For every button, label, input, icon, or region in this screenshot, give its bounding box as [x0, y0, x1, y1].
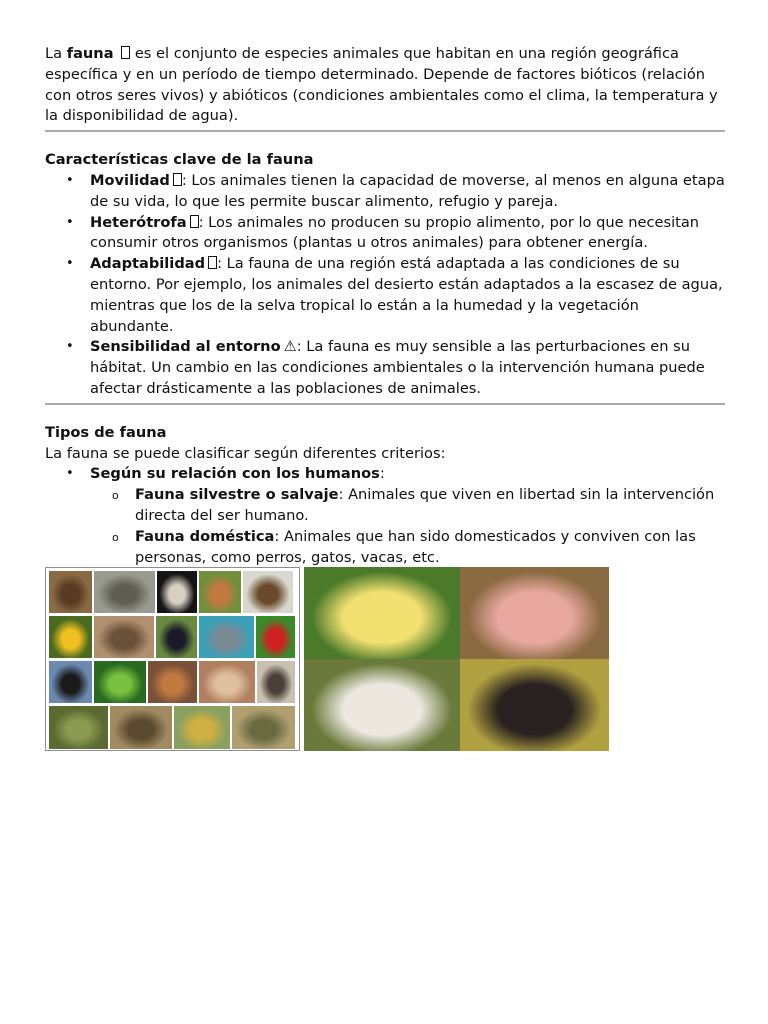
list-item: [90, 213, 725, 255]
list-item: [90, 337, 725, 399]
list-item: [90, 464, 725, 568]
caracteristicas-list: [45, 171, 725, 400]
item-term: Sensibilidad al entorno: [90, 338, 281, 356]
item-term: Movilidad: [90, 171, 170, 189]
item-term: Adaptabilidad: [90, 255, 206, 273]
tortoise-photo: [109, 705, 173, 750]
intro-term: fauna: [66, 45, 114, 62]
dolphin-photo: [198, 615, 255, 659]
sunflower-bee-photo: [48, 615, 93, 659]
missing-glyph-icon: [190, 215, 199, 228]
item-text: : La fauna de una región está adaptada a las condiciones de su entorno. Por ejemplo, los animales del desierto están adaptados a la escasez de agua, mientras que los de la selva tropical lo están a la humedad y la vegetación abundante.: [90, 255, 723, 335]
wild-fauna-collage-image: [45, 567, 300, 751]
document-body: [45, 44, 725, 568]
missing-glyph-icon: [121, 46, 130, 59]
intro-paragraph: [45, 44, 725, 127]
vulture-photo: [256, 660, 296, 704]
item-term: Fauna doméstica: [135, 527, 275, 545]
piglets-photo: [460, 567, 609, 659]
item-text: : Los animales tienen la capacidad de moverse, al menos en alguna etapa de su vida, lo que les permite buscar alimento, refugio y pareja.: [90, 171, 725, 210]
item-text: : La fauna es muy sensible a las perturbaciones en su hábitat. Un cambio en las condiciones ambientales o la intervención humana puede afectar drásticamente a las poblaciones de animales.: [90, 338, 705, 397]
section-heading-tipos: Tipos de fauna: [45, 423, 167, 441]
intro-prefix: La: [45, 45, 67, 62]
tipos-sublist: [90, 485, 725, 568]
item-suffix: :: [379, 465, 385, 483]
magpie-photo: [155, 615, 198, 659]
chicks-photo: [304, 567, 460, 659]
snake-photo: [93, 570, 156, 614]
hoopoe-photo: [198, 570, 242, 614]
missing-glyph-icon: [173, 173, 182, 186]
bat-photo: [156, 570, 198, 614]
toad-photo: [48, 705, 109, 750]
sublist-item: [135, 527, 725, 569]
item-term: Según su relación con los humanos: [90, 465, 380, 483]
divider: [45, 130, 725, 132]
snail-photo: [48, 570, 93, 614]
ladybug-photo: [255, 615, 296, 659]
item-text: : Animales que han sido domesticados y conviven con las personas, como perros, gatos, vacas, etc.: [135, 527, 696, 566]
ibex-photo: [242, 570, 294, 614]
lamb-photo: [304, 659, 460, 751]
frog-photo: [93, 660, 147, 704]
puppies-photo: [460, 659, 609, 751]
rodent-photo: [198, 660, 256, 704]
intro-text: es el conjunto de especies animales que habitan en una región geográfica específica y en un período de tiempo determinado. Depende de factores bióticos (relación con otros seres vivos) y abióticos (condiciones ambientales como el clima, la temperatura y la disponibilidad de agua).: [45, 45, 718, 125]
fox-photo: [147, 660, 198, 704]
lynx-photo: [93, 615, 155, 659]
sublist-item: [135, 485, 725, 527]
divider: [45, 403, 725, 405]
item-text: : Animales que viven en libertad sin la intervención directa del ser humano.: [135, 486, 715, 524]
item-text: : Los animales no producen su propio alimento, por lo que necesitan consumir otros organismos (plantas u otros animales) para obtener energía.: [90, 213, 700, 252]
missing-glyph-icon: [208, 256, 217, 269]
item-term: Fauna silvestre o salvaje: [135, 486, 339, 504]
item-term: Heterótrofa: [90, 213, 187, 231]
tipos-intro: La fauna se puede clasificar según diferentes criterios:: [45, 444, 446, 462]
tipos-list: [45, 464, 725, 568]
list-item: [90, 171, 725, 213]
lizard-photo: [173, 705, 231, 750]
swallow-photo: [48, 660, 93, 704]
crocodile-photo: [231, 705, 296, 750]
list-item: [90, 254, 725, 337]
warning-icon: ⚠: [283, 338, 297, 356]
section-heading-caracteristicas: Características clave de la fauna: [45, 151, 314, 169]
